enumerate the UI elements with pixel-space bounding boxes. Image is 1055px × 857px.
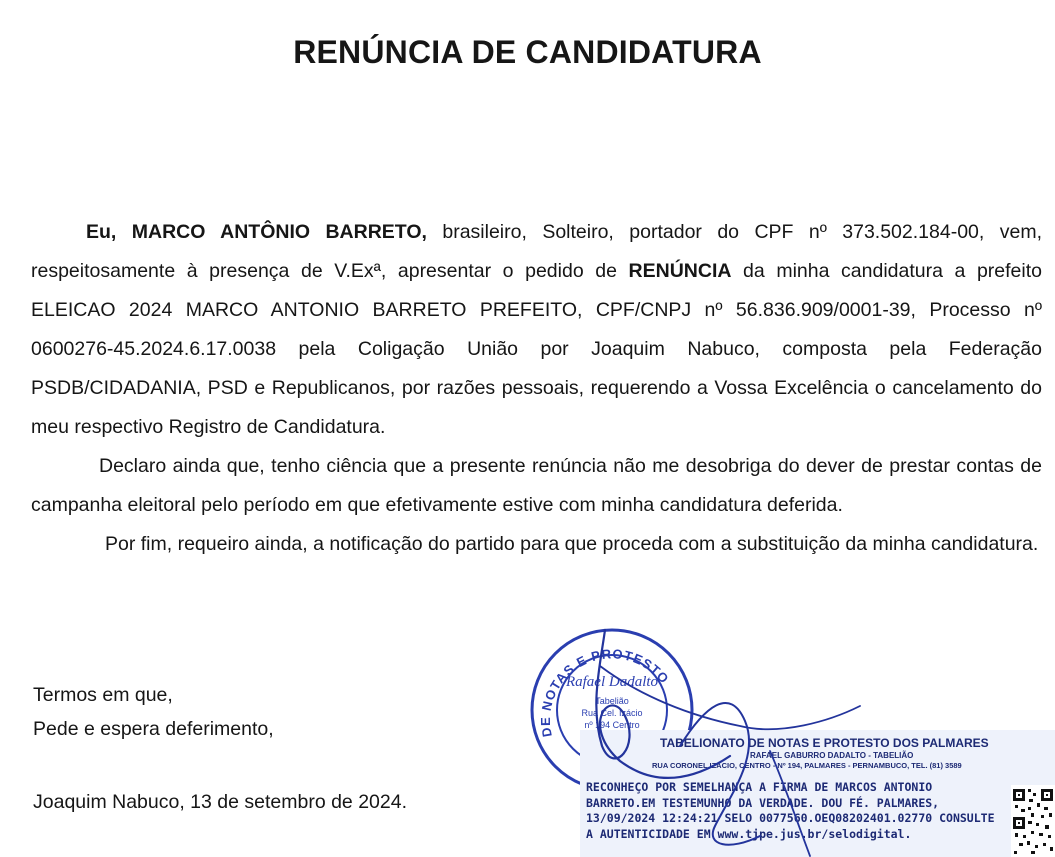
request-text-part1: brasileiro, Solteiro, portador do CPF nº 373.502.184-00, vem, respeitosamente à presença de V.Exª, apresentar o pedido de [31, 221, 1042, 282]
closing-line-2: Pede e espera deferimento, [33, 718, 274, 740]
paragraph-notification: Por fim, requeiro ainda, a notificação do partido para que proceda com a substituição da minha candidatura. [105, 533, 1039, 555]
request-text-part2: da minha candidatura a prefeito ELEICAO 2024 MARCO ANTONIO BARRETO PREFEITO, CPF/CNPJ nº 56.836.909/0001-39, Processo nº 0600276-45.2024.6.17.0038 pela Coligação União por Joaquim Nabuco, composta pela Federação PSDB/CIDADANIA, PSD e Republicanos, por razões pessoais, requerendo a Vossa Excelência o cancelamento do meu respectivo Registro de Candidatura. [31, 260, 1042, 438]
document-body [31, 213, 1042, 564]
notary-office-name: TABELIONATO DE NOTAS E PROTESTO DOS PALMARES [660, 736, 989, 750]
seal-line-3: nº 194 Centro [584, 720, 640, 730]
notary-person: RAFAEL GABURRO DADALTO - TABELIÃO [750, 751, 914, 760]
seal-name: Rafael Dadalto [565, 674, 659, 690]
declarant-name: Eu, MARCO ANTÔNIO BARRETO, [86, 221, 427, 243]
renuncia-emphasis: RENÚNCIA [628, 260, 732, 282]
closing-block [33, 678, 274, 746]
closing-line-1: Termos em que, [33, 684, 173, 706]
place-and-date: Joaquim Nabuco, 13 de setembro de 2024. [33, 791, 407, 813]
paragraph-request [31, 213, 1042, 447]
document-title: RENÚNCIA DE CANDIDATURA [293, 34, 762, 70]
notary-recognition-stamp [580, 730, 1055, 857]
seal-line-1: Tabelião [595, 696, 629, 706]
notary-recognition-text: RECONHEÇO POR SEMELHANÇA A FIRMA DE MARCOS ANTONIO BARRETO.EM TESTEMUNHO DA VERDADE. DOU FÉ. PALMARES, 13/09/2024 12:24:21 SELO 0077560.OEQ08202401.02770 CONSULTE A AUTENTICIDADE EM www.tjpe.jus.br/selodigital. [586, 780, 1002, 841]
paragraph-declaration: Declaro ainda que, tenho ciência que a presente renúncia não me desobriga do dever de prestar contas de campanha eleitoral pelo período em que efetivamente estive com minha candidatura deferida. [31, 455, 1042, 516]
qr-code-icon [1011, 785, 1055, 857]
seal-ring-text: DE NOTAS E PROTESTO [537, 646, 673, 739]
seal-line-2: Rua Cel. Izácio [581, 708, 643, 718]
notary-address: RUA CORONEL IZACIO, CENTRO - Nº 194, PALMARES - PERNAMBUCO, TEL. (81) 3589 [652, 761, 962, 770]
